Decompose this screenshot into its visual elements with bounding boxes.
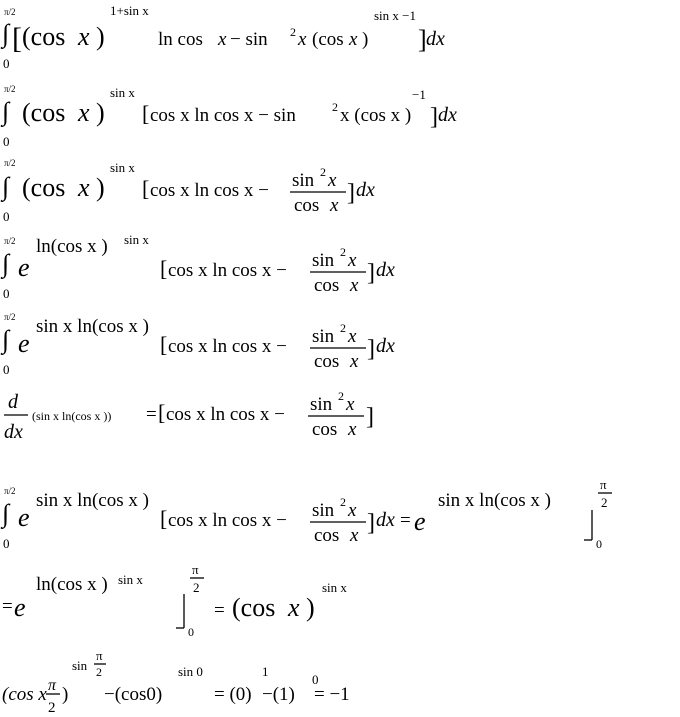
svg-text:sin: sin (72, 658, 88, 673)
exponent-2: sin x −1 (374, 8, 417, 23)
svg-text:π: π (48, 677, 57, 694)
svg-text:2: 2 (193, 580, 200, 595)
equation-line-5 (0, 312, 395, 377)
svg-text:π/2: π/2 (4, 312, 16, 322)
svg-text:x: x (346, 394, 355, 415)
exponent: sin x (110, 160, 135, 175)
paren-cos: (cos (312, 29, 344, 50)
exp-one: 1 (262, 664, 269, 679)
rhs-equals: = (214, 600, 225, 621)
rhs-cos: (cos (232, 593, 276, 622)
cos-base: (cos (22, 173, 66, 202)
bracket-close: ] (367, 510, 375, 536)
bracket-close: ] (418, 25, 427, 54)
bracket-term: cos x ln cos x − (168, 336, 287, 357)
paren-var: x (349, 29, 358, 50)
bracket-term: cos x ln cos x − (166, 404, 285, 425)
svg-text:π: π (600, 477, 607, 492)
svg-text:π/2: π/2 (4, 486, 16, 496)
cos-base: (cos (22, 22, 66, 51)
result: = −1 (314, 684, 350, 705)
ln-term: ln cos (158, 29, 203, 50)
exponent-1: 1+sin x (110, 3, 149, 18)
fraction (290, 165, 346, 216)
bracket-close: ] (430, 104, 438, 130)
bracket-open: [ (12, 22, 22, 55)
svg-text:0: 0 (3, 209, 10, 224)
cos-var: x (78, 22, 90, 51)
equation-line-3 (0, 158, 375, 224)
svg-text:2: 2 (96, 665, 102, 679)
svg-text:∫: ∫ (2, 325, 10, 354)
svg-text:0: 0 (3, 536, 10, 551)
tail-term: x (cos x ) (340, 105, 412, 126)
cos-close: ) (96, 98, 105, 127)
integral-sign (0, 312, 16, 377)
exponent-neg: −1 (412, 87, 426, 102)
svg-text:x: x (350, 525, 359, 546)
pi-fraction (46, 677, 60, 716)
svg-text:∫: ∫ (2, 172, 10, 201)
bracket-open: [ (160, 256, 168, 281)
bracket-open: [ (142, 176, 150, 201)
evaluation-bar (584, 477, 612, 551)
cos-close: ) (96, 173, 105, 202)
bracket-close: ] (366, 404, 374, 430)
sin-var: x (298, 29, 307, 50)
bracket-term: cos x ln cos x − sin (150, 105, 296, 126)
svg-text:π/2: π/2 (4, 84, 16, 94)
svg-text:0: 0 (188, 625, 194, 639)
svg-text:2: 2 (601, 495, 608, 510)
bracket-term: cos x ln cos x − (150, 180, 269, 201)
ln-var: x (218, 29, 227, 50)
equation-line-1 (0, 3, 445, 71)
exp-zero: 0 (312, 672, 319, 687)
fraction (308, 389, 364, 440)
svg-text:0: 0 (3, 362, 10, 377)
svg-text:x: x (350, 275, 359, 296)
integral-sign (0, 486, 16, 551)
exponent: ln(cos x ) (36, 574, 108, 595)
bracket-close: ] (367, 336, 375, 362)
rhs-var: x (288, 593, 300, 622)
minus-cos0: −(cos0) (104, 684, 163, 705)
equals: = (146, 404, 157, 425)
svg-text:2: 2 (340, 321, 346, 335)
equals: = (400, 510, 411, 531)
svg-text:∫: ∫ (2, 97, 10, 126)
exp-sin-pi-half (72, 648, 106, 679)
equals-lead: = (2, 596, 13, 617)
exponent: sin x ln(cos x ) (36, 490, 149, 511)
svg-text:sin: sin (312, 250, 335, 271)
svg-text:x: x (348, 419, 357, 440)
bracket-open: [ (160, 506, 168, 531)
dx-label: dx (426, 28, 445, 50)
lhs-close: ) (62, 684, 69, 705)
equation-line-7 (0, 477, 612, 551)
exponent-sup: sin x (124, 232, 149, 247)
svg-text:π/2: π/2 (4, 236, 16, 246)
rhs-exponent: sin x (322, 580, 347, 595)
integral-sign (0, 84, 16, 149)
svg-text:∫: ∫ (2, 19, 10, 48)
evaluation-bar (176, 562, 204, 639)
cos-base: (cos (22, 98, 66, 127)
equation-line-4 (0, 232, 395, 301)
bracket-term: cos x ln cos x − (168, 510, 287, 531)
fraction (310, 245, 366, 296)
svg-text:cos: cos (294, 195, 320, 216)
sin-square: 2 (290, 25, 296, 39)
dx-label: dx (376, 509, 395, 531)
fraction (310, 495, 366, 546)
paren-close: ) (362, 29, 369, 50)
svg-text:x: x (348, 250, 357, 271)
svg-text:0: 0 (596, 537, 602, 551)
svg-text:2: 2 (340, 245, 346, 259)
equation-line-6 (4, 389, 374, 443)
derivative-argument: (sin x ln(cos x )) (32, 409, 112, 423)
dx-label: dx (438, 104, 457, 126)
e-base-rhs: e (414, 507, 426, 536)
svg-text:∫: ∫ (2, 249, 10, 278)
svg-text:x: x (330, 195, 339, 216)
svg-text:2: 2 (340, 495, 346, 509)
bracket-open: [ (142, 101, 150, 126)
sin-square: 2 (332, 100, 338, 114)
svg-text:cos: cos (314, 525, 340, 546)
svg-text:x: x (348, 500, 357, 521)
exponent: ln(cos x ) (36, 236, 108, 257)
svg-text:cos: cos (312, 419, 338, 440)
svg-text:π/2: π/2 (4, 158, 16, 168)
svg-text:∫: ∫ (2, 499, 10, 528)
svg-text:π: π (192, 562, 199, 577)
svg-text:2: 2 (320, 165, 326, 179)
svg-text:0: 0 (3, 56, 10, 71)
exponent-sup: sin x (118, 572, 143, 587)
bracket-open: [ (160, 332, 168, 357)
svg-text:π/2: π/2 (4, 7, 16, 17)
minus-sin: − sin (230, 29, 268, 50)
svg-text:sin: sin (310, 394, 333, 415)
svg-text:sin: sin (312, 500, 335, 521)
bracket-close: ] (347, 180, 355, 206)
svg-text:dx: dx (4, 421, 23, 443)
svg-text:cos: cos (314, 351, 340, 372)
svg-text:x: x (350, 351, 359, 372)
cos-var: x (78, 173, 90, 202)
integral-sign (0, 158, 16, 224)
cos-close: ) (96, 22, 105, 51)
svg-text:sin: sin (292, 170, 315, 191)
dx-label: dx (356, 179, 375, 201)
equation-line-2 (0, 84, 457, 149)
e-base: e (18, 329, 30, 358)
svg-text:cos: cos (314, 275, 340, 296)
lhs-cos: (cos x (2, 684, 47, 705)
bracket-open: [ (158, 400, 166, 425)
equation-line-9 (2, 648, 350, 716)
e-base: e (18, 253, 30, 282)
svg-text:d: d (8, 391, 18, 413)
exp-sin0: sin 0 (178, 664, 203, 679)
svg-text:2: 2 (338, 389, 344, 403)
svg-text:0: 0 (3, 134, 10, 149)
rhs-close: ) (306, 593, 315, 622)
e-base: e (18, 503, 30, 532)
e-base: e (14, 593, 26, 622)
exponent: sin x (110, 85, 135, 100)
svg-text:0: 0 (3, 286, 10, 301)
equation-line-8 (2, 562, 347, 639)
dx-label: dx (376, 259, 395, 281)
exponent: sin x ln(cos x ) (36, 316, 149, 337)
svg-text:2: 2 (48, 700, 56, 716)
eq-zero: = (0) (214, 684, 252, 705)
integral-sign (0, 236, 16, 301)
exponent-rhs: sin x ln(cos x ) (438, 490, 551, 511)
derivative-operator (4, 391, 28, 443)
fraction (310, 321, 366, 372)
svg-text:x: x (328, 170, 337, 191)
bracket-term: cos x ln cos x − (168, 260, 287, 281)
bracket-close: ] (367, 260, 375, 286)
dx-label: dx (376, 335, 395, 357)
minus-one: −(1) (262, 684, 295, 705)
svg-text:sin: sin (312, 326, 335, 347)
cos-var: x (78, 98, 90, 127)
svg-text:x: x (348, 326, 357, 347)
svg-text:π: π (96, 648, 103, 663)
